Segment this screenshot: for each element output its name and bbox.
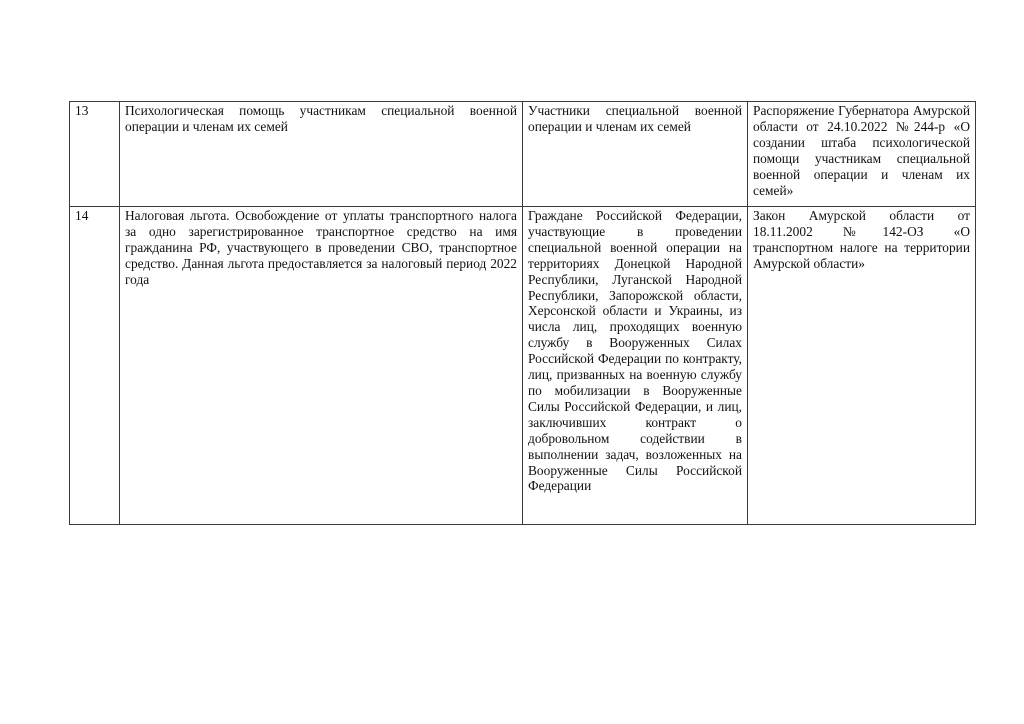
- measure-text: Психологическая помощь участникам специальной военной операции и членам их семей: [125, 103, 517, 134]
- legal-basis-cell: [748, 102, 976, 207]
- table-row: [70, 102, 976, 207]
- row-number: 13: [75, 103, 89, 118]
- recipients-cell: [523, 102, 748, 207]
- recipients-text: Участники специальной военной операции и членам их семей: [528, 103, 742, 134]
- measure-cell: [120, 207, 523, 525]
- legal-basis-text: Закон Амурской области от 18.11.2002 №142-ОЗ «О транспортном налоге на территории Амурской области»: [753, 208, 970, 271]
- measure-text: Налоговая льгота. Освобождение от уплаты транспортного налога за одно зарегистрированное транспортное средство на имя гражданина РФ, участвующего в проведении СВО, транспортное средство. Данная льгота предоставляется за налоговый период 2022 года: [125, 208, 517, 287]
- measures-table: [69, 101, 976, 525]
- legal-basis-text: Распоряжение Губернатора Амурской области от 24.10.2022 №244-р «О создании штаба психологической помощи участникам специальной военной операции и членам их семей»: [753, 103, 970, 198]
- recipients-cell: [523, 207, 748, 525]
- row-number-cell: [70, 102, 120, 207]
- row-number: 14: [75, 208, 89, 223]
- recipients-text: Граждане Российской Федерации, участвующие в проведении специальной военной операции на территориях Донецкой Народной Республики, Луганской Народной Республики, Запорожской области, Херсонской области и Украины, из числа лиц, проходящих военную службу в Вооруженных Силах Российской Федерации по контракту, лиц, призванных на военную службу по мобилизации в Вооруженные Силы Российской Федерации, и лиц, заключивших контракт о добровольном содействии в выполнении задач, возложенных на Вооруженные Силы Российской Федерации: [528, 208, 742, 494]
- legal-basis-cell: [748, 207, 976, 525]
- row-number-cell: [70, 207, 120, 525]
- measure-cell: [120, 102, 523, 207]
- table-row: [70, 207, 976, 525]
